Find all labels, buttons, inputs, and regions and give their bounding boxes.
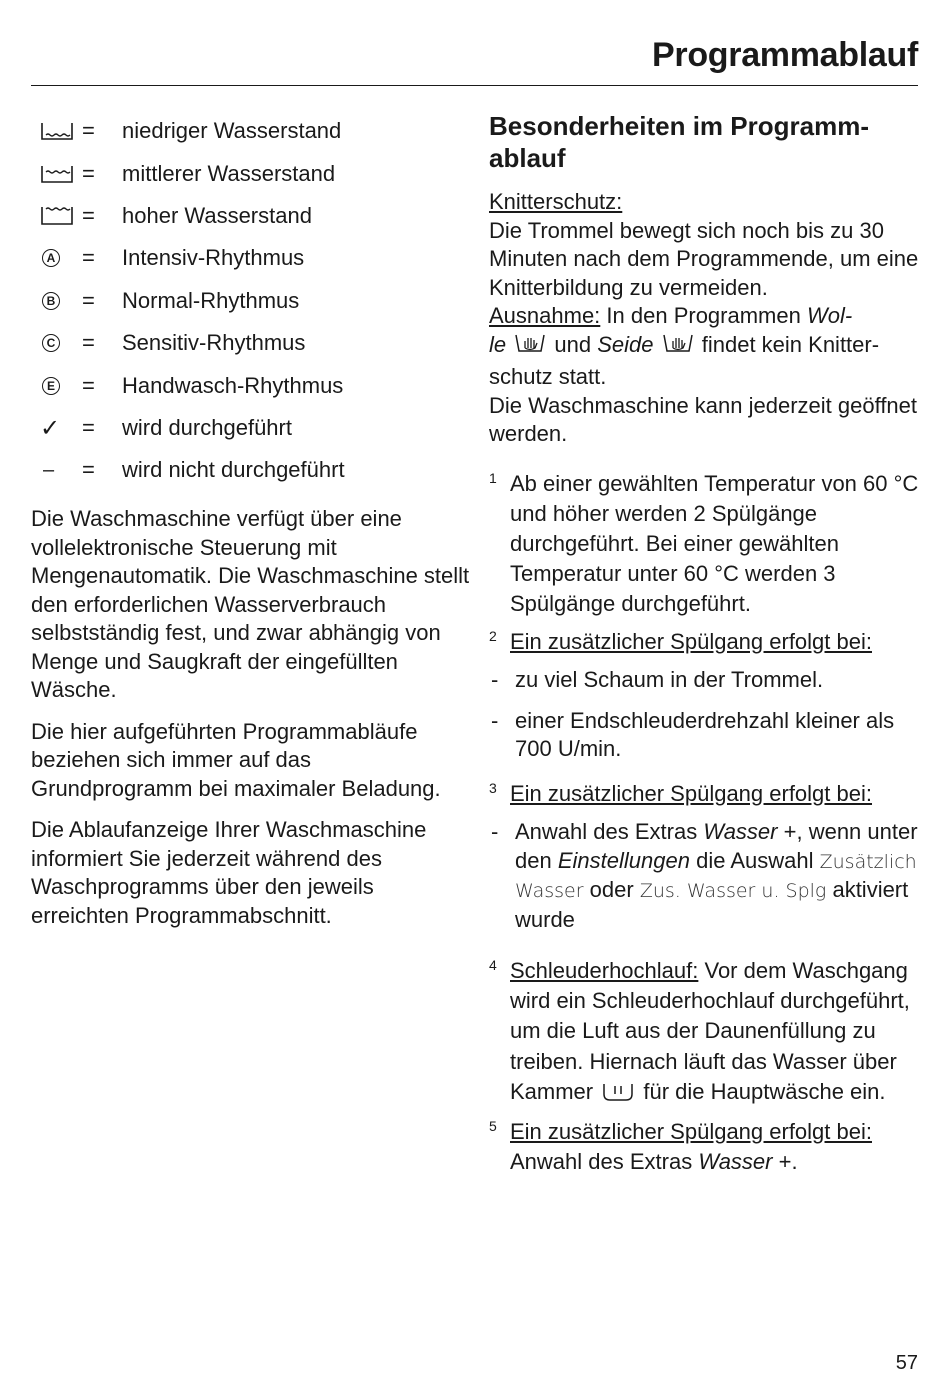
right-column [489, 110, 919, 1177]
paragraph: Die Waschmaschine verfügt über eine vollelektronische Steuerung mit Mengenautomatik. Die Waschmaschine stellt den erforderlichen Wasserverbrauch selbstständig fest, und zwar abhängig von Menge und Saugkraft der eingefüllten Wäsche. [31, 506, 470, 702]
footnote-5: 5 Ein zusätzlicher Spülgang erfolgt bei: Anwahl des Extras Wasser +. [489, 1118, 872, 1175]
footnote-1: 1 Ab einer gewählten Temperatur von 60 °C und höher werden 2 Spülgänge durchgeführt. Bei einer gewählten Temperatur unter 60 °C werden 3 Spülgänge durchgeführt. [489, 469, 919, 617]
list-item: - Anwahl des Extras Wasser +, wenn unter den Einstellungen die Auswahl Zusätzlich Wasser oder Zus. Wasser u. Splg aktiviert wurde [491, 819, 918, 932]
legend-row: A = Intensiv-Rhythmus [40, 237, 470, 279]
handwash-icon [662, 332, 694, 364]
dash-icon: – [43, 458, 55, 481]
footnote-3: 3 Ein zusätzlicher Spülgang erfolgt bei: - Anwahl des Extras Wasser +, wenn unter den Einstellungen die Auswahl Zusätzlich Wasser oder Zus. Wasser u. Splg aktiviert wurde [489, 780, 919, 935]
legend-row: = niedriger Wasserstand [40, 110, 470, 152]
symbol-legend [40, 110, 470, 492]
legend-row: E = Handwasch-Rhythmus [40, 364, 470, 406]
list-item: - zu viel Schaum in der Trommel. [491, 667, 824, 693]
water-level-medium-icon [40, 163, 78, 185]
left-body-text [31, 505, 471, 943]
knitterschutz-label: Knitterschutz: [489, 189, 623, 214]
open-text: Die Waschmaschine kann jederzeit geöffnet werden. [489, 392, 918, 446]
circled-b-icon: B [42, 292, 60, 310]
legend-row: ✓ = wird durchgeführt [40, 413, 292, 442]
paragraph: Die Ablaufanzeige Ihrer Waschmaschine informiert Sie jederzeit während des Waschprogramms über den jeweils erreichten Programmabschnitt. [31, 817, 427, 928]
circled-c-icon: C [42, 334, 60, 352]
knitterschutz-text: Die Trommel bewegt sich noch bis zu 30 Minuten nach dem Programmende, um eine Knitterbildung zu vermeiden. [489, 217, 919, 300]
header-rule [31, 85, 918, 86]
legend-row: – = wird nicht durchgeführt [40, 449, 470, 491]
legend-row: = hoher Wasserstand [40, 195, 470, 237]
display-text: Zus. Wasser u. Splg [639, 880, 827, 903]
legend-row: B = Normal-Rhythmus [40, 280, 470, 322]
circled-e-icon: E [42, 377, 60, 395]
legend-row: C = Sensitiv-Rhythmus [40, 322, 470, 364]
legend-row: = mittlerer Wasserstand [40, 152, 470, 194]
checkmark-icon: ✓ [40, 413, 61, 442]
handwash-icon [514, 332, 546, 364]
compartment-ii-icon [601, 1081, 635, 1111]
water-level-low-icon [40, 120, 78, 142]
page-number: 57 [895, 1352, 918, 1374]
section-heading: Besonderheiten im Programm- ablauf [489, 111, 869, 173]
water-level-high-icon [40, 205, 78, 227]
page-title: Programmablauf [652, 36, 918, 74]
display-text: Zusätzlich Wasser [515, 850, 917, 903]
paragraph: Die hier aufgeführten Programmabläufe beziehen sich immer auf das Grundprogramm bei maximaler Beladung. [31, 718, 441, 801]
circled-a-icon: A [42, 249, 60, 267]
ausnahme-text: Ausnahme: In den Programmen Wol- le und Seide findet kein Knitter- schutz statt. [489, 303, 880, 389]
footnote-2: 2 Ein zusätzlicher Spülgang erfolgt bei: - zu viel Schaum in der Trommel. - einer Endschleuderdrehzahl kleiner als 700 U/min. [489, 628, 919, 764]
list-item: - einer Endschleuderdrehzahl kleiner als 700 U/min. [491, 707, 895, 762]
knitterschutz-block [489, 188, 919, 449]
footnote-4: 4 Schleuderhochlauf: Vor dem Waschgang wird ein Schleuderhochlauf durchgeführt, um die Luft aus der Daunenfüllung zu treiben. Hiernach läuft das Wasser über Kammer für die Hauptwäsche ein. [489, 956, 919, 1111]
